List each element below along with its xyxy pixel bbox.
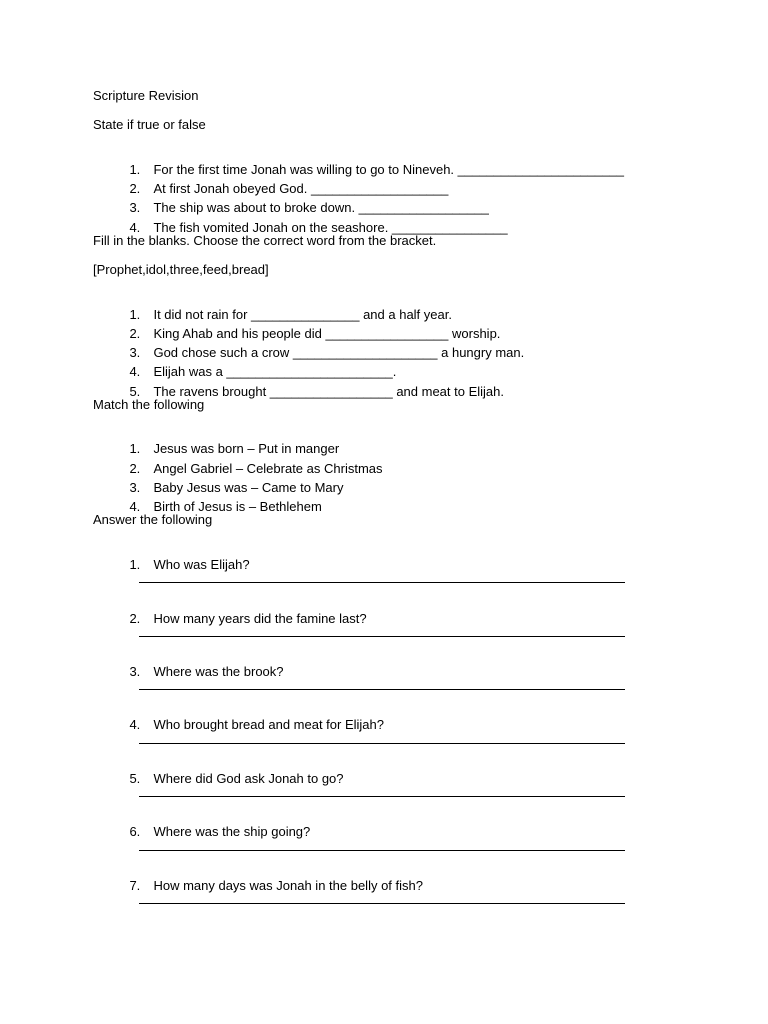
- answer-line[interactable]: [139, 850, 625, 851]
- question-item: [115, 701, 384, 749]
- answer-line[interactable]: [139, 689, 625, 690]
- item-text: God chose such a crow ____________________ a hungry man.: [153, 345, 525, 360]
- item-number: 2.: [129, 611, 141, 626]
- item-number: 6.: [129, 824, 141, 839]
- section-heading-fill-blanks: Fill in the blanks. Choose the correct word from the bracket.: [93, 233, 437, 248]
- item-text: The fish vomited Jonah on the seashore. ________________: [153, 220, 508, 235]
- section-heading-true-false: State if true or false: [93, 117, 206, 132]
- question-text: Where was the brook?: [153, 664, 284, 679]
- question-text: Who brought bread and meat for Elijah?: [153, 717, 384, 732]
- item-text: Birth of Jesus is – Bethlehem: [153, 499, 322, 514]
- item-number: 3.: [129, 480, 141, 495]
- question-text: Who was Elijah?: [153, 557, 250, 572]
- item-number: 5.: [129, 384, 141, 399]
- answer-line[interactable]: [139, 903, 625, 904]
- question-text: How many days was Jonah in the belly of fish?: [153, 878, 423, 893]
- item-text: For the first time Jonah was willing to go to Nineveh. _______________________: [153, 162, 624, 177]
- item-number: 4.: [129, 717, 141, 732]
- answer-line[interactable]: [139, 743, 625, 744]
- item-text: The ravens brought _________________ and meat to Elijah.: [153, 384, 504, 399]
- item-text: It did not rain for _______________ and a half year.: [153, 307, 452, 322]
- item-number: 2.: [129, 181, 141, 196]
- section-heading-answer: Answer the following: [93, 512, 213, 527]
- page-title: Scripture Revision: [93, 88, 199, 103]
- item-number: 4.: [129, 499, 141, 514]
- question-text: How many years did the famine last?: [153, 611, 367, 626]
- item-number: 4.: [129, 364, 141, 379]
- item-text: Baby Jesus was – Came to Mary: [153, 480, 344, 495]
- item-number: 3.: [129, 664, 141, 679]
- item-number: 1.: [129, 162, 141, 177]
- item-text: Jesus was born – Put in manger: [153, 441, 340, 456]
- answer-line[interactable]: [139, 636, 625, 637]
- item-number: 5.: [129, 771, 141, 786]
- item-number: 1.: [129, 557, 141, 572]
- question-item: [115, 808, 310, 856]
- item-number: 1.: [129, 441, 141, 456]
- item-number: 3.: [129, 345, 141, 360]
- answer-line[interactable]: [139, 796, 625, 797]
- item-number: 2.: [129, 326, 141, 341]
- item-number: 1.: [129, 307, 141, 322]
- item-text: Elijah was a _______________________.: [153, 364, 397, 379]
- item-text: Angel Gabriel – Celebrate as Christmas: [153, 461, 383, 476]
- item-number: 4.: [129, 220, 141, 235]
- question-text: Where did God ask Jonah to go?: [153, 771, 344, 786]
- word-bank: [Prophet,idol,three,feed,bread]: [93, 262, 269, 277]
- item-number: 2.: [129, 461, 141, 476]
- item-number: 3.: [129, 200, 141, 215]
- item-text: The ship was about to broke down. __________________: [153, 200, 489, 215]
- item-number: 7.: [129, 878, 141, 893]
- item-text: At first Jonah obeyed God. ___________________: [153, 181, 449, 196]
- section-heading-match: Match the following: [93, 397, 205, 412]
- item-text: King Ahab and his people did _________________ worship.: [153, 326, 501, 341]
- answer-line[interactable]: [139, 582, 625, 583]
- question-text: Where was the ship going?: [153, 824, 311, 839]
